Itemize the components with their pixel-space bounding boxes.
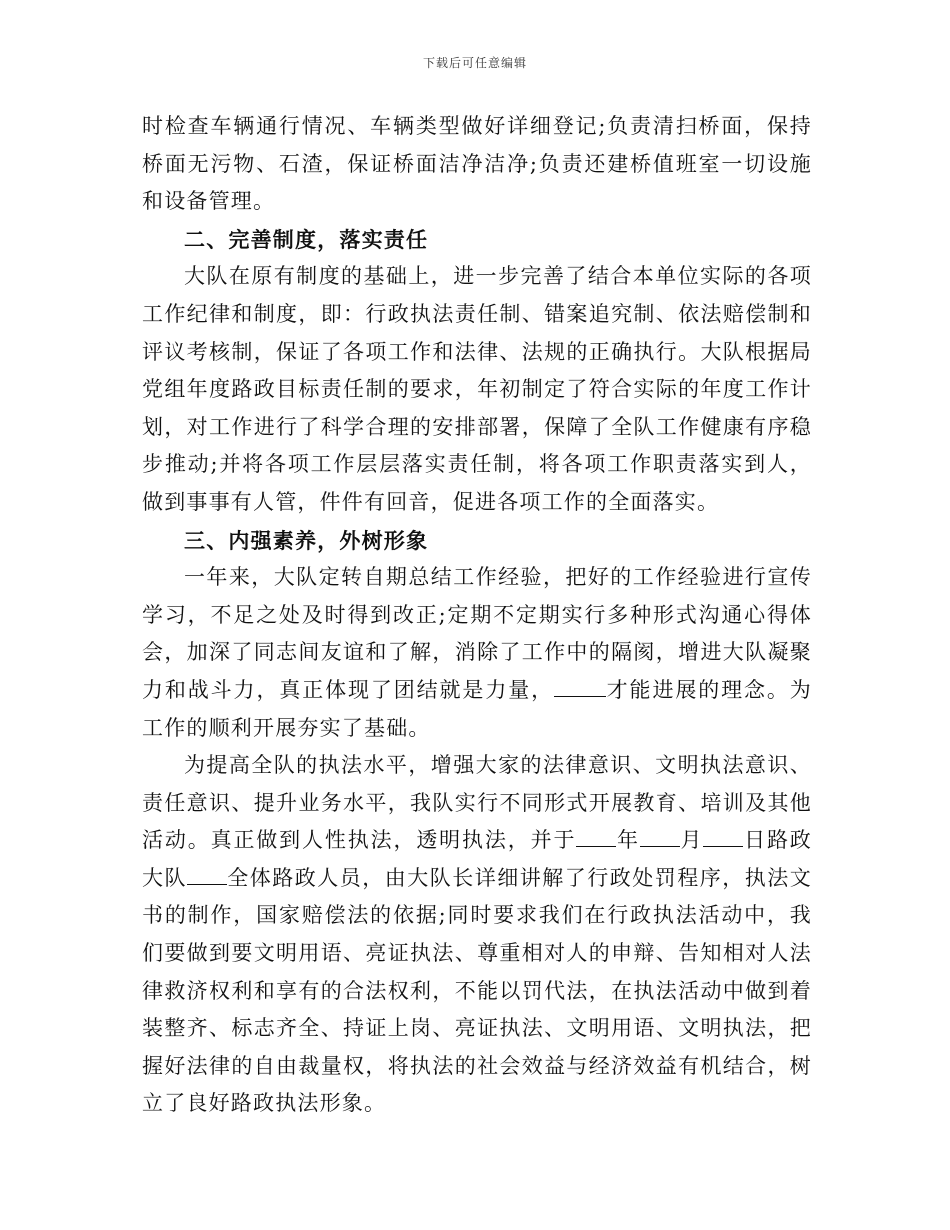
paragraph-training-day: 日路政大队	[142, 828, 813, 890]
section-heading-3: 三、内强素养，外树形象	[184, 527, 429, 553]
paragraph-continuation: 时检查车辆通行情况、车辆类型做好详细登记;负责清扫桥面，保持桥面无污物、石渣，保证桥面洁净洁净;负责还建桥值班室一切设施和设备管理。	[142, 114, 812, 214]
fill-blank-year	[576, 828, 616, 847]
paragraph-experience-part1: 一年来，大队定转自期总结工作经验，把好的工作经验进行宣传学习，不足之处及时得到改正;定期不定期实行多种形式沟通心得体会，加深了同志间友谊和了解，消除了工作中的隔阂，增进大队凝聚力和战斗力，真正体现了团结就是力量，	[142, 565, 812, 702]
fill-blank-day	[703, 828, 743, 847]
paragraph-training-month: 月	[679, 828, 704, 853]
paragraph-training-year: 年	[616, 828, 640, 853]
paragraph-training-part2: 全体路政人员，由大队长详细讲解了行政处罚程序，执法文书的制作，国家赔偿法的依据;同时要求我们在行政执法活动中，我们要做到要文明用语、亮证执法、尊重相对人的申辩、告知相对人法律救济权利和享有的合法权利，不能以罚代法，在执法活动中做到着装整齐、标志齐全、持证上岗、亮证执法、文明用语、文明执法，把握好法律的自由裁量权，将执法的社会效益与经济效益有机结合，树立了良好路政执法形象。	[142, 865, 812, 1116]
paragraph-training-part1: 为提高全队的执法水平，增强大家的法律意识、文明执法意识、责任意识、提升业务水平，我队实行不同形式开展教育、培训及其他活动。真正做到人性执法，透明执法，并于	[142, 753, 812, 853]
fill-blank-event	[187, 866, 227, 885]
page-header: 下载后可任意编辑	[422, 56, 527, 70]
fill-blank-month	[640, 828, 680, 847]
paragraph-system: 大队在原有制度的基础上，进一步完善了结合本单位实际的各项工作纪律和制度，即：行政执法责任制、错案追究制、依法赔偿制和评议考核制，保证了各项工作和法律、法规的正确执行。大队根据局党组年度路政目标责任制的要求，年初制定了符合实际的年度工作计划，对工作进行了科学合理的安排部署，保障了全队工作健康有序稳步推动;并将各项工作层层落实责任制，将各项工作职责落实到人，做到事事有人管，件件有回音，促进各项工作的全面落实。	[142, 264, 812, 514]
paragraph-experience	[142, 559, 812, 747]
paragraph-training	[142, 747, 812, 1123]
fill-blank	[554, 678, 606, 697]
paragraph-experience-part2: 才能进展的理念。为工作的顺利开展夯实了基础。	[142, 677, 812, 740]
document-body	[142, 108, 812, 1123]
section-heading-2: 二、完善制度，落实责任	[184, 226, 429, 252]
